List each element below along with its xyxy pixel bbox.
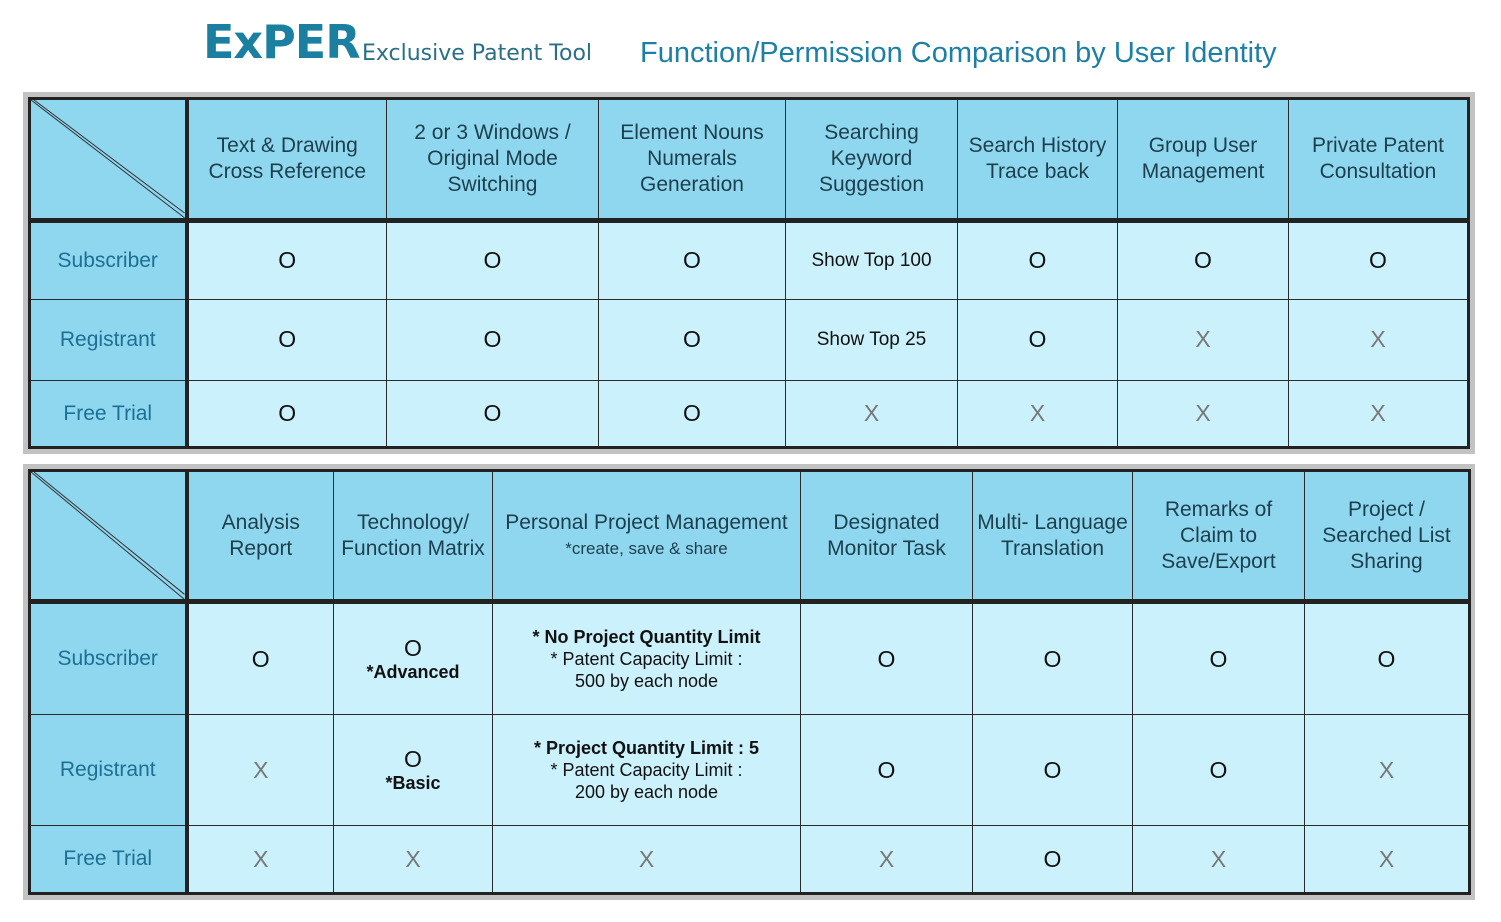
cell: X <box>1305 826 1470 894</box>
cell: O <box>1133 715 1305 826</box>
cell: O <box>187 381 387 448</box>
project-line: * Patent Capacity Limit : <box>550 649 743 670</box>
col-header: Search History Trace back <box>958 99 1118 221</box>
col-header: 2 or 3 Windows / Original Mode Switching <box>387 99 599 221</box>
cell: O <box>387 220 599 299</box>
cell: X <box>1289 299 1469 380</box>
row-label: Registrant <box>30 715 187 826</box>
cell: O <box>1118 220 1289 299</box>
cell: O <box>1305 602 1470 715</box>
cell: X <box>786 381 958 448</box>
cell: O <box>187 602 334 715</box>
table-row <box>30 299 1469 380</box>
page-header <box>0 0 1501 92</box>
cell: X <box>187 826 334 894</box>
diagonal-line-icon <box>31 100 185 218</box>
row-label: Free Trial <box>30 381 187 448</box>
project-line: * Project Quantity Limit : 5 <box>533 738 760 759</box>
cell: X <box>493 826 801 894</box>
project-line: * No Project Quantity Limit <box>532 627 761 648</box>
cell: X <box>1289 381 1469 448</box>
cell: O <box>958 220 1118 299</box>
cell: X <box>334 826 493 894</box>
cell: O <box>187 220 387 299</box>
col-header: Designated Monitor Task <box>801 471 973 602</box>
cell: O <box>187 299 387 380</box>
col-header-project <box>493 471 801 602</box>
matrix-level: *Advanced <box>366 662 460 683</box>
col-header: Private Patent Consultation <box>1289 99 1469 221</box>
cell: O <box>599 299 786 380</box>
col-header: Text & Drawing Cross Reference <box>187 99 387 221</box>
project-line: 200 by each node <box>574 782 719 803</box>
corner-cell <box>30 99 187 221</box>
comparison-table-2 <box>23 464 1475 900</box>
col-header: Analysis Report <box>187 471 334 602</box>
corner-cell <box>30 471 187 602</box>
table-row <box>30 220 1469 299</box>
table-row <box>30 715 1470 826</box>
cell: O <box>801 715 973 826</box>
cell: Show Top 100 <box>786 220 958 299</box>
row-label: Free Trial <box>30 826 187 894</box>
row-label: Registrant <box>30 299 187 380</box>
cell: X <box>1118 381 1289 448</box>
col-header-label: Personal Project Management <box>505 510 788 534</box>
cell: X <box>1305 715 1470 826</box>
page-title: Function/Permission Comparison by User Identity <box>640 37 1277 69</box>
cell: X <box>1118 299 1289 380</box>
matrix-mark: O <box>404 746 422 773</box>
cell-project <box>493 715 801 826</box>
col-header-note: *create, save & share <box>565 538 728 558</box>
col-header: Searching Keyword Suggestion <box>786 99 958 221</box>
cell: O <box>801 602 973 715</box>
table-row <box>30 381 1469 448</box>
table-row <box>30 602 1470 715</box>
matrix-mark: O <box>404 635 422 662</box>
col-header: Element Nouns Numerals Generation <box>599 99 786 221</box>
table-2-header-row <box>30 471 1470 602</box>
cell-project <box>493 602 801 715</box>
cell: X <box>801 826 973 894</box>
cell: O <box>973 715 1133 826</box>
cell: O <box>387 381 599 448</box>
table-row <box>30 826 1470 894</box>
project-line: 500 by each node <box>574 671 719 692</box>
diagonal-line-icon <box>31 472 185 599</box>
row-label: Subscriber <box>30 220 187 299</box>
cell-matrix <box>334 602 493 715</box>
row-label: Subscriber <box>30 602 187 715</box>
tagline: Exclusive Patent Tool <box>362 41 593 66</box>
col-header: Project / Searched List Sharing <box>1305 471 1470 602</box>
cell: X <box>187 715 334 826</box>
col-header: Remarks of Claim to Save/Export <box>1133 471 1305 602</box>
cell: X <box>1133 826 1305 894</box>
table-1-header-row <box>30 99 1469 221</box>
cell: O <box>387 299 599 380</box>
col-header: Multi- Language Translation <box>973 471 1133 602</box>
cell: O <box>599 220 786 299</box>
cell: O <box>958 299 1118 380</box>
cell: O <box>599 381 786 448</box>
table-1 <box>28 97 1470 449</box>
cell: O <box>1133 602 1305 715</box>
cell: O <box>973 602 1133 715</box>
col-header: Group User Management <box>1118 99 1289 221</box>
cell: Show Top 25 <box>786 299 958 380</box>
project-line: * Patent Capacity Limit : <box>550 760 743 781</box>
cell: X <box>958 381 1118 448</box>
exper-logo: ExPER <box>203 15 360 69</box>
cell-matrix <box>334 715 493 826</box>
cell: O <box>1289 220 1469 299</box>
matrix-level: *Basic <box>385 773 441 794</box>
comparison-table-1 <box>23 92 1475 454</box>
cell: O <box>973 826 1133 894</box>
col-header: Technology/ Function Matrix <box>334 471 493 602</box>
table-2 <box>28 469 1471 895</box>
